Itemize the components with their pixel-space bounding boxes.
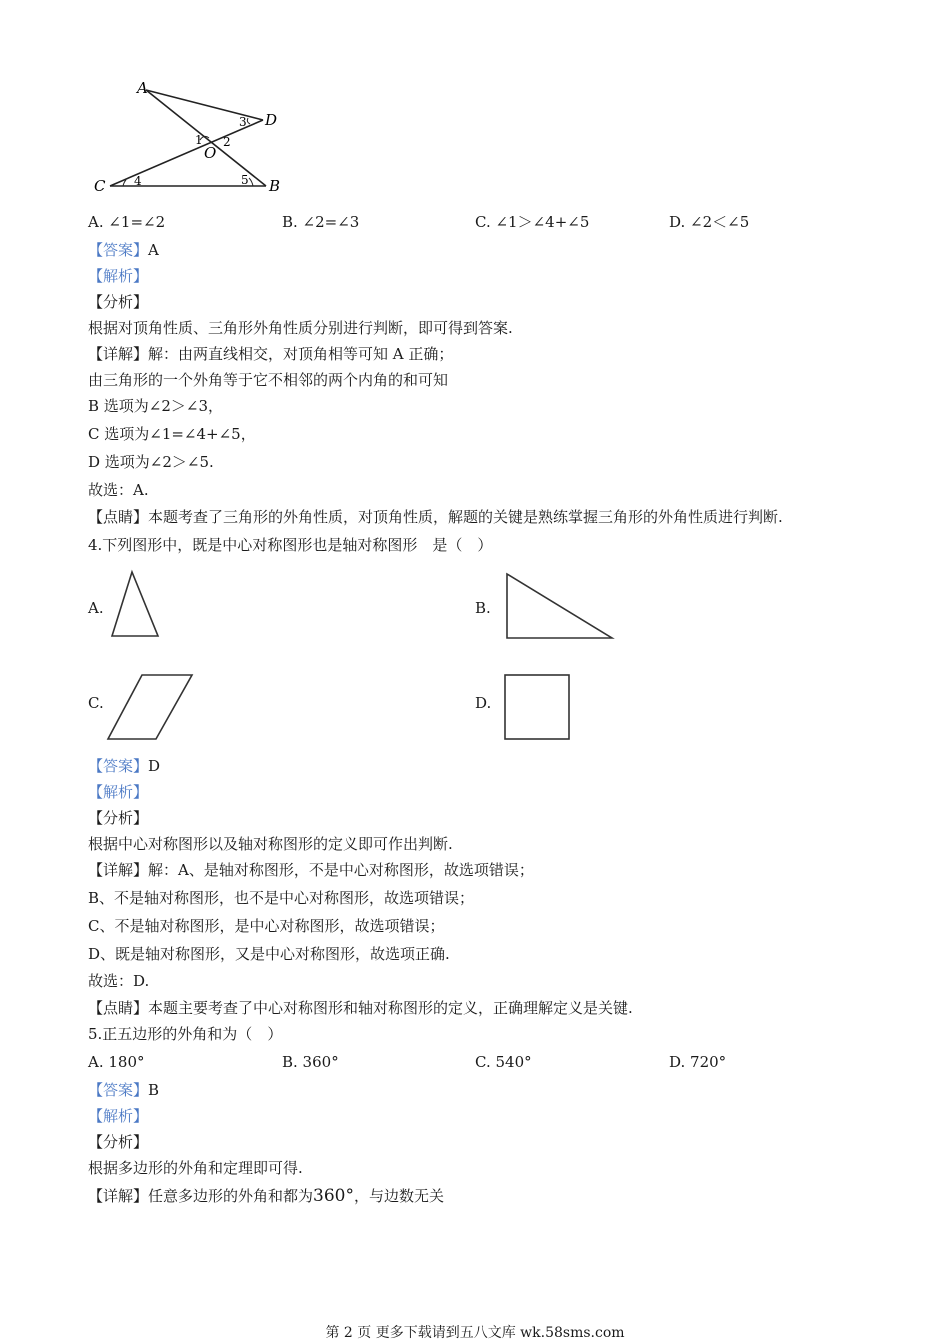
q3-detail-line: 故选：A. bbox=[88, 481, 149, 499]
angle-2-label: 2 bbox=[223, 135, 231, 149]
q3-answer bbox=[88, 240, 159, 260]
q5-option-a: A. 180° bbox=[88, 1053, 145, 1071]
answer-value: D bbox=[148, 757, 161, 775]
angle-3-label: 3 bbox=[239, 115, 247, 129]
label-b: B bbox=[269, 177, 281, 195]
q4-answer bbox=[88, 756, 160, 776]
detail-value: 360° bbox=[313, 1186, 354, 1206]
q3-option-b: B. ∠2=∠3 bbox=[282, 213, 360, 231]
q3-analysis-tag: 【解析】 bbox=[88, 267, 149, 285]
q3-detail-line: 【详解】解：由两直线相交，对顶角相等可知 A 正确； bbox=[88, 345, 454, 363]
q4-option-a-label: A. bbox=[88, 599, 104, 617]
label-d: D bbox=[265, 111, 278, 129]
angle-1-label: 1 bbox=[195, 133, 203, 147]
right-triangle-shape bbox=[502, 570, 616, 642]
q4-detail-line: C、不是轴对称图形，是中心对称图形，故选项错误； bbox=[88, 917, 445, 935]
q4-fenxi-text: 根据中心对称图形以及轴对称图形的定义即可作出判断. bbox=[88, 835, 453, 853]
q4-detail-line: B、不是轴对称图形，也不是中心对称图形，故选项错误； bbox=[88, 889, 475, 907]
q4-comment: 【点睛】本题主要考查了中心对称图形和轴对称图形的定义，正确理解定义是关键. bbox=[88, 999, 633, 1017]
q3-detail-line: B 选项为∠2＞∠3， bbox=[88, 397, 224, 415]
parallelogram-shape bbox=[104, 671, 196, 743]
q5-option-b: B. 360° bbox=[282, 1053, 339, 1071]
page-footer: 第 2 页 更多下载请到五八文库 wk.58sms.com bbox=[325, 1325, 625, 1341]
answer-value: B bbox=[148, 1081, 160, 1099]
label-c: C bbox=[94, 177, 106, 195]
q5-stem: 5.正五边形的外角和为（ ） bbox=[88, 1025, 283, 1043]
q3-option-d: D. ∠2＜∠5 bbox=[669, 213, 750, 231]
square-shape bbox=[502, 672, 572, 742]
answer-tag: 【答案】 bbox=[88, 757, 149, 775]
label-a: A bbox=[137, 79, 148, 97]
q5-answer bbox=[88, 1080, 159, 1100]
q5-fenxi-heading: 【分析】 bbox=[88, 1133, 149, 1151]
detail-prefix: 【详解】任意多边形的外角和都为 bbox=[88, 1187, 314, 1205]
q4-option-c-label: C. bbox=[88, 694, 104, 712]
answer-tag: 【答案】 bbox=[88, 241, 149, 259]
q4-detail-line: 【详解】解：A、是轴对称图形，不是中心对称图形，故选项错误； bbox=[88, 861, 534, 879]
q4-stem: 4.下列图形中，既是中心对称图形也是轴对称图形 是（ ） bbox=[88, 536, 493, 554]
q5-option-c: C. 540° bbox=[475, 1053, 532, 1071]
q3-option-a: A. ∠1=∠2 bbox=[88, 213, 166, 231]
angle-5-label: 5 bbox=[241, 173, 249, 187]
q4-option-d-label: D. bbox=[475, 694, 492, 712]
q4-option-b-label: B. bbox=[475, 599, 491, 617]
q5-detail-line bbox=[88, 1186, 444, 1206]
q4-analysis-tag: 【解析】 bbox=[88, 783, 149, 801]
answer-value: A bbox=[148, 241, 159, 259]
q5-fenxi-text: 根据多边形的外角和定理即可得. bbox=[88, 1159, 303, 1177]
angle-4-label: 4 bbox=[134, 174, 142, 188]
q3-comment: 【点睛】本题考查了三角形的外角性质，对顶角性质，解题的关键是熟练掌握三角形的外角性质进行判断. bbox=[88, 508, 783, 526]
q3-detail-line: C 选项为∠1=∠4+∠5， bbox=[88, 425, 256, 443]
q5-option-d: D. 720° bbox=[669, 1053, 727, 1071]
label-o: O bbox=[204, 144, 217, 162]
isosceles-triangle-shape bbox=[108, 568, 164, 640]
q3-option-c: C. ∠1＞∠4+∠5 bbox=[475, 213, 590, 231]
detail-suffix: ，与边数无关 bbox=[353, 1187, 444, 1205]
angle-figure bbox=[88, 78, 288, 198]
q3-fenxi-heading: 【分析】 bbox=[88, 293, 149, 311]
q3-detail-line: 由三角形的一个外角等于它不相邻的两个内角的和可知 bbox=[88, 371, 449, 389]
q3-fenxi-text: 根据对顶角性质、三角形外角性质分别进行判断，即可得到答案. bbox=[88, 319, 513, 337]
answer-tag: 【答案】 bbox=[88, 1081, 149, 1099]
q5-analysis-tag: 【解析】 bbox=[88, 1107, 149, 1125]
q3-detail-line: D 选项为∠2＞∠5. bbox=[88, 453, 214, 471]
q4-detail-line: D、既是轴对称图形，又是中心对称图形，故选项正确. bbox=[88, 945, 450, 963]
q4-fenxi-heading: 【分析】 bbox=[88, 809, 149, 827]
q4-detail-line: 故选：D. bbox=[88, 972, 150, 990]
